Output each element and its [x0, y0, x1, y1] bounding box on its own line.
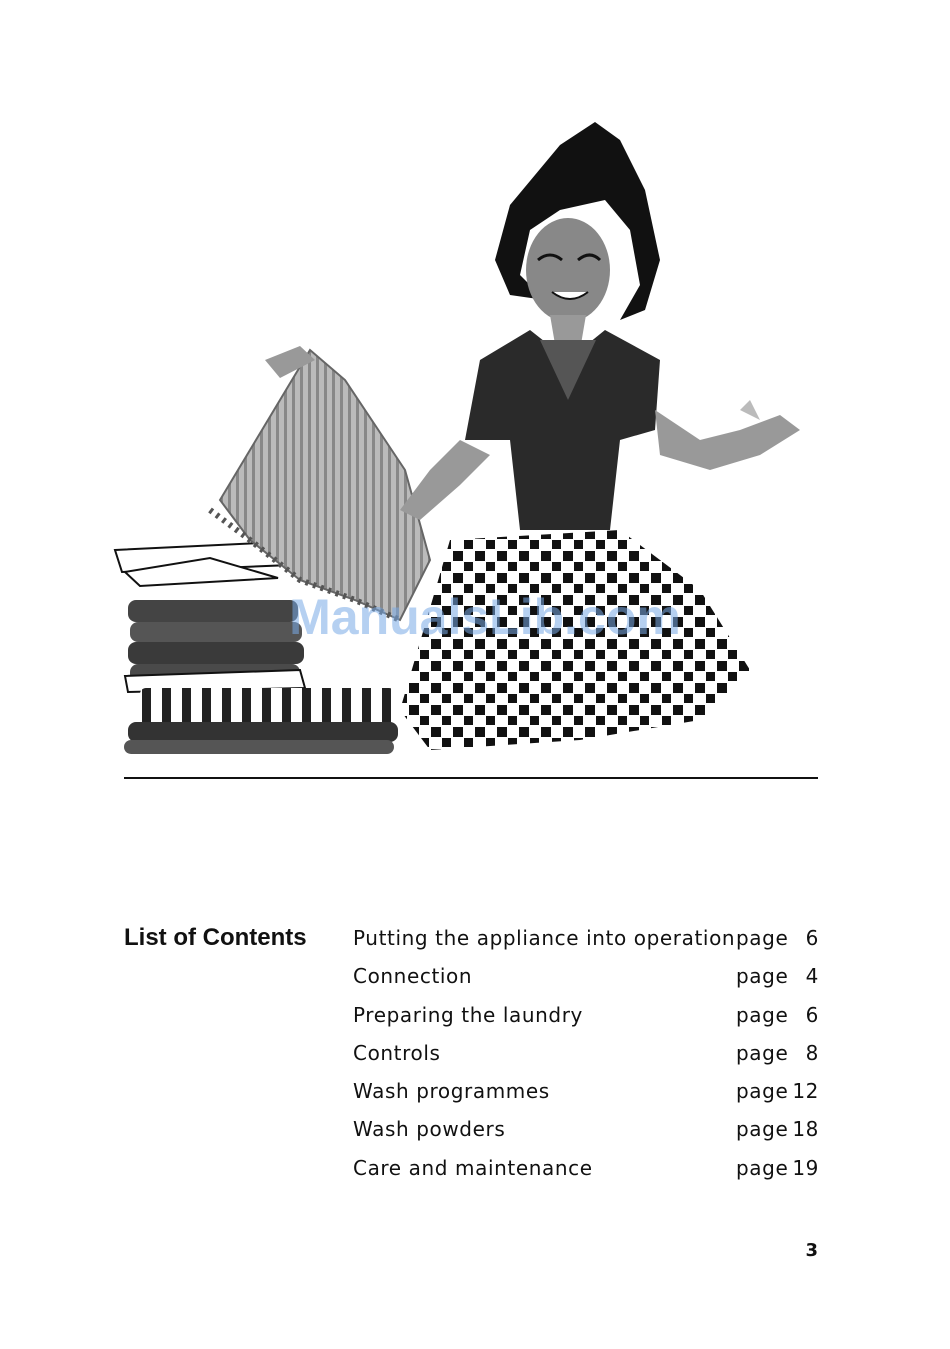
toc-entry-page-number: 12	[792, 1079, 819, 1104]
toc-entry[interactable]	[353, 1039, 819, 1077]
woman-figure	[400, 122, 800, 750]
toc-entry-page-label: page	[736, 964, 789, 989]
toc-entry-title: Care and maintenance	[353, 1155, 593, 1180]
toc-entry[interactable]	[353, 1115, 819, 1153]
toc-entry-page-number: 18	[792, 1117, 819, 1142]
watermark: ManualsLib.com	[289, 589, 681, 645]
toc-entry-page-label: page	[736, 1079, 789, 1104]
toc-entry-title: Wash powders	[353, 1117, 506, 1142]
toc-entry[interactable]	[353, 1077, 819, 1115]
toc-list	[353, 924, 819, 1192]
toc-entry-title: Wash programmes	[353, 1079, 550, 1104]
toc-entry-page-label: page	[736, 1002, 789, 1027]
toc-entry-title: Controls	[353, 1040, 441, 1065]
toc-entry-page-number: 8	[805, 1040, 819, 1065]
toc-entry-page-number: 4	[805, 964, 819, 989]
toc-entry-page-number: 6	[805, 1002, 819, 1027]
toc-entry-page-label: page	[736, 926, 789, 950]
toc-entry[interactable]	[353, 962, 819, 1000]
divider-line	[124, 777, 818, 779]
woman-with-laundry-illustration	[100, 110, 840, 770]
toc-entry-title: Preparing the laundry	[353, 1002, 583, 1027]
toc-entry-page-number: 19	[792, 1155, 819, 1180]
toc-entry[interactable]	[353, 924, 819, 962]
page-number: 3	[805, 1240, 818, 1261]
toc-entry[interactable]	[353, 1001, 819, 1039]
toc-entry-page-label: page	[736, 1155, 789, 1180]
toc-entry-page-number: 6	[805, 926, 819, 950]
toc-heading: List of Contents	[124, 924, 307, 951]
toc-entry-page-label: page	[736, 1117, 789, 1142]
toc-entry-page-label: page	[736, 1040, 789, 1065]
toc-entry[interactable]	[353, 1154, 819, 1192]
toc-entry-title: Connection	[353, 964, 473, 989]
toc-entry-title: Putting the appliance into operation	[353, 926, 736, 950]
